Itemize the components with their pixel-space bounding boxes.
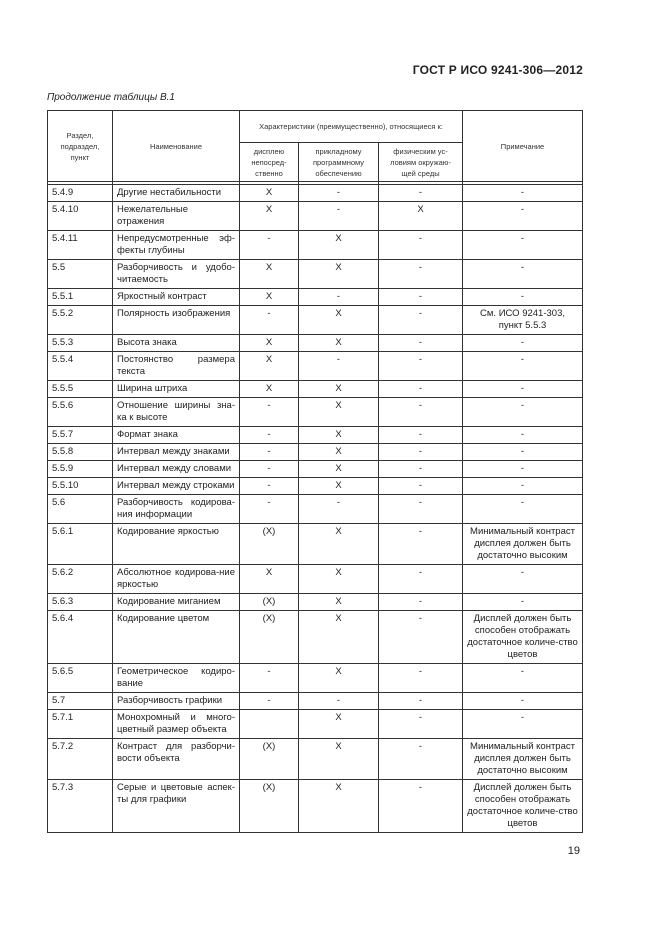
table-row (48, 664, 583, 693)
cell-display (240, 710, 299, 739)
column-header-name: Наименование (113, 111, 240, 182)
cell-environment: X (379, 202, 463, 231)
cell-environment: - (379, 231, 463, 260)
cell-name: Разборчивость кодирова-ния информации (113, 495, 240, 524)
cell-display: X (240, 260, 299, 289)
cell-section: 5.5.7 (48, 427, 113, 444)
cell-display: - (240, 231, 299, 260)
cell-section: 5.6.5 (48, 664, 113, 693)
table-row (48, 335, 583, 352)
cell-software: X (299, 710, 379, 739)
cell-software: X (299, 427, 379, 444)
document-header: ГОСТ Р ИСО 9241-306—2012 (412, 63, 583, 77)
cell-environment: - (379, 565, 463, 594)
cell-note: - (463, 594, 583, 611)
cell-software: X (299, 381, 379, 398)
cell-section: 5.4.10 (48, 202, 113, 231)
cell-name: Интервал между строками (113, 478, 240, 495)
cell-note: - (463, 185, 583, 202)
table-row (48, 565, 583, 594)
cell-software: X (299, 478, 379, 495)
cell-name: Постоянство размера текста (113, 352, 240, 381)
table-row (48, 495, 583, 524)
cell-name: Формат знака (113, 427, 240, 444)
cell-software: - (299, 693, 379, 710)
table-header (48, 111, 583, 185)
cell-display: - (240, 478, 299, 495)
cell-note: - (463, 202, 583, 231)
cell-name: Кодирование яркостью (113, 524, 240, 565)
cell-environment: - (379, 398, 463, 427)
cell-software: X (299, 594, 379, 611)
cell-section: 5.4.11 (48, 231, 113, 260)
cell-software: X (299, 739, 379, 780)
cell-note: - (463, 664, 583, 693)
cell-display: - (240, 664, 299, 693)
cell-section: 5.4.9 (48, 185, 113, 202)
cell-section: 5.5.9 (48, 461, 113, 478)
cell-software: - (299, 289, 379, 306)
cell-display: (X) (240, 611, 299, 664)
cell-section: 5.6.4 (48, 611, 113, 664)
cell-display: X (240, 289, 299, 306)
cell-software: X (299, 565, 379, 594)
cell-display: X (240, 202, 299, 231)
cell-software: X (299, 664, 379, 693)
table-row (48, 381, 583, 398)
cell-name: Монохромный и много-цветный размер объекта (113, 710, 240, 739)
cell-note: - (463, 565, 583, 594)
cell-section: 5.7 (48, 693, 113, 710)
cell-environment: - (379, 780, 463, 833)
table-row (48, 461, 583, 478)
cell-software: - (299, 352, 379, 381)
table-row (48, 739, 583, 780)
cell-display: X (240, 335, 299, 352)
table-row (48, 594, 583, 611)
cell-display: - (240, 693, 299, 710)
cell-note: - (463, 478, 583, 495)
table-caption: Продолжение таблицы В.1 (47, 92, 175, 103)
cell-section: 5.6.3 (48, 594, 113, 611)
cell-environment: - (379, 289, 463, 306)
cell-environment: - (379, 478, 463, 495)
cell-note: Дисплей должен быть способен отображать достаточное количе-ство цветов (463, 611, 583, 664)
cell-note: - (463, 693, 583, 710)
column-header-section: Раздел, подраздел, пункт (48, 111, 113, 182)
cell-environment: - (379, 461, 463, 478)
cell-name: Полярность изображения (113, 306, 240, 335)
cell-name: Нежелательные отражения (113, 202, 240, 231)
table-body (48, 185, 583, 833)
cell-display: X (240, 185, 299, 202)
table-row (48, 693, 583, 710)
cell-display: X (240, 352, 299, 381)
characteristics-table (47, 110, 583, 833)
table-row (48, 444, 583, 461)
cell-note: - (463, 289, 583, 306)
table-row (48, 780, 583, 833)
cell-software: - (299, 185, 379, 202)
cell-note: Дисплей должен быть способен отображать достаточное количе-ство цветов (463, 780, 583, 833)
cell-environment: - (379, 739, 463, 780)
cell-name: Разборчивость и удобо-читаемость (113, 260, 240, 289)
cell-name: Интервал между словами (113, 461, 240, 478)
cell-section: 5.5.3 (48, 335, 113, 352)
cell-environment: - (379, 381, 463, 398)
cell-display: (X) (240, 780, 299, 833)
cell-section: 5.6.2 (48, 565, 113, 594)
cell-section: 5.6 (48, 495, 113, 524)
cell-software: X (299, 780, 379, 833)
cell-note: Минимальный контраст дисплея должен быть достаточно высоким (463, 739, 583, 780)
cell-section: 5.5.5 (48, 381, 113, 398)
cell-note: Минимальный контраст дисплея должен быть достаточно высоким (463, 524, 583, 565)
cell-note: - (463, 335, 583, 352)
table-row (48, 710, 583, 739)
cell-section: 5.5.4 (48, 352, 113, 381)
table-row (48, 524, 583, 565)
cell-environment: - (379, 306, 463, 335)
column-header-environment: физическим ус-ловиям окружаю-щей среды (379, 143, 463, 182)
table-row (48, 202, 583, 231)
cell-display: - (240, 427, 299, 444)
cell-display: - (240, 461, 299, 478)
cell-name: Яркостный контраст (113, 289, 240, 306)
cell-display: - (240, 398, 299, 427)
cell-display: X (240, 565, 299, 594)
cell-software: X (299, 335, 379, 352)
cell-section: 5.5.10 (48, 478, 113, 495)
cell-environment: - (379, 693, 463, 710)
cell-software: X (299, 461, 379, 478)
cell-section: 5.5.8 (48, 444, 113, 461)
cell-display: - (240, 495, 299, 524)
cell-display: (X) (240, 739, 299, 780)
cell-name: Разборчивость графики (113, 693, 240, 710)
cell-software: X (299, 611, 379, 664)
cell-section: 5.6.1 (48, 524, 113, 565)
cell-name: Кодирование цветом (113, 611, 240, 664)
column-header-display: дисплею непосред-ственно (240, 143, 299, 182)
table-row (48, 427, 583, 444)
table-row (48, 398, 583, 427)
cell-note: - (463, 398, 583, 427)
cell-note: - (463, 231, 583, 260)
cell-name: Абсолютное кодирова-ние яркостью (113, 565, 240, 594)
cell-software: X (299, 231, 379, 260)
cell-note: - (463, 381, 583, 398)
cell-section: 5.5.1 (48, 289, 113, 306)
cell-name: Серые и цветовые аспек-ты для графики (113, 780, 240, 833)
cell-name: Геометрическое кодиро-вание (113, 664, 240, 693)
table-row (48, 306, 583, 335)
cell-display: - (240, 444, 299, 461)
cell-display: (X) (240, 524, 299, 565)
cell-environment: - (379, 352, 463, 381)
cell-software: - (299, 495, 379, 524)
cell-name: Ширина штриха (113, 381, 240, 398)
cell-environment: - (379, 185, 463, 202)
cell-section: 5.5.6 (48, 398, 113, 427)
cell-display: X (240, 381, 299, 398)
cell-software: X (299, 398, 379, 427)
table-row (48, 611, 583, 664)
table-row (48, 289, 583, 306)
cell-name: Кодирование миганием (113, 594, 240, 611)
cell-software: X (299, 306, 379, 335)
cell-environment: - (379, 611, 463, 664)
cell-display: (X) (240, 594, 299, 611)
cell-name: Высота знака (113, 335, 240, 352)
cell-section: 5.7.2 (48, 739, 113, 780)
page-number: 19 (567, 845, 580, 857)
cell-section: 5.7.3 (48, 780, 113, 833)
cell-software: X (299, 260, 379, 289)
table-row (48, 478, 583, 495)
cell-note: - (463, 495, 583, 524)
cell-display: - (240, 306, 299, 335)
cell-note: - (463, 260, 583, 289)
table-row (48, 185, 583, 202)
cell-name: Непредусмотренные эф-фекты глубины (113, 231, 240, 260)
cell-name: Отношение ширины зна-ка к высоте (113, 398, 240, 427)
table-row (48, 231, 583, 260)
cell-environment: - (379, 594, 463, 611)
table-row (48, 352, 583, 381)
cell-software: X (299, 524, 379, 565)
cell-environment: - (379, 495, 463, 524)
column-header-group: Характеристики (преимущественно), относящиеся к: (240, 111, 463, 143)
cell-name: Другие нестабильности (113, 185, 240, 202)
cell-note: - (463, 427, 583, 444)
cell-note: - (463, 461, 583, 478)
table-row (48, 260, 583, 289)
cell-name: Интервал между знаками (113, 444, 240, 461)
cell-software: - (299, 202, 379, 231)
cell-note: - (463, 710, 583, 739)
column-header-software: прикладному программному обеспечению (299, 143, 379, 182)
cell-environment: - (379, 664, 463, 693)
cell-software: X (299, 444, 379, 461)
cell-note: - (463, 352, 583, 381)
cell-note: См. ИСО 9241-303, пункт 5.5.3 (463, 306, 583, 335)
cell-environment: - (379, 427, 463, 444)
cell-section: 5.5.2 (48, 306, 113, 335)
cell-section: 5.7.1 (48, 710, 113, 739)
column-header-note: Примечание (463, 111, 583, 182)
cell-environment: - (379, 260, 463, 289)
cell-note: - (463, 444, 583, 461)
cell-name: Контраст для разборчи-вости объекта (113, 739, 240, 780)
cell-environment: - (379, 524, 463, 565)
cell-environment: - (379, 444, 463, 461)
cell-environment: - (379, 710, 463, 739)
cell-environment: - (379, 335, 463, 352)
cell-section: 5.5 (48, 260, 113, 289)
